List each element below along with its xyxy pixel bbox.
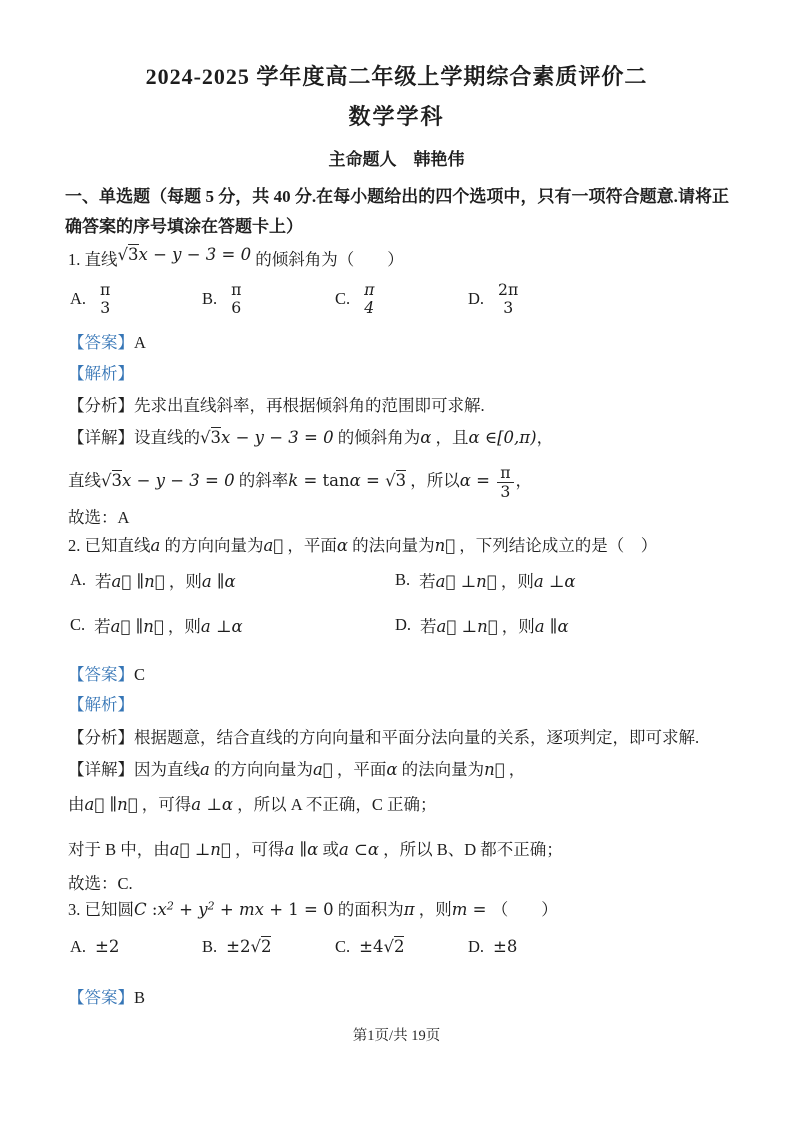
- detail-label: 【详解】: [68, 760, 134, 779]
- q1-option-c: [335, 281, 379, 317]
- q2-reason-line-1: 由a⃗ ∥n⃗ ，可得a ⊥α ，所以 A 不正确，C 正确；: [68, 795, 437, 814]
- q1-detail-text: 设直线的√3x − y − 3 = 0 的倾斜角为α ，且α ∈[0,π)，: [134, 428, 554, 447]
- fraction: π 3: [100, 280, 111, 318]
- q2-option-a: [70, 568, 236, 592]
- section-heading: 一、单选题（每题 5 分，共 40 分.在每小题给出的四个选项中，只有一项符合题意.请将正确答案的序号填涂在答题卡上）: [65, 187, 729, 236]
- option-label: D.: [468, 289, 485, 309]
- analysis-label: 【分析】: [68, 396, 134, 415]
- page-number: 第1页/共 19页: [352, 1028, 441, 1044]
- fraction: π 6: [231, 280, 242, 318]
- q1-option-b: [202, 281, 246, 317]
- q1-detail-line: [68, 424, 732, 448]
- q1-analysis-text: 先求出直线斜率，再根据倾斜角的范围即可求解.: [134, 396, 485, 415]
- exam-subject: 数学学科: [348, 104, 445, 129]
- examiner-line: 主命题人 韩艳伟: [328, 150, 465, 169]
- q2-conclusion: 故选：C.: [68, 874, 133, 893]
- fraction: 2π 3: [498, 280, 519, 318]
- q3-answer-line: [68, 984, 732, 1008]
- q2-option-c: [70, 613, 243, 637]
- q1-solution-line: 直线√3x − y − 3 = 0 的斜率k = tanα = √3 ，所以α = $\frac{\pi}{3}$ ，: [68, 462, 533, 501]
- fraction: π 4: [364, 280, 375, 318]
- option-content: 若a⃗ ∥n⃗ ，则a ∥α: [95, 572, 236, 591]
- option-label: A.: [70, 937, 87, 956]
- answer-label: 【答案】: [68, 333, 134, 352]
- q3-option-c: [335, 937, 404, 957]
- q2-option-d: [395, 613, 569, 637]
- q2-options-row2: [65, 613, 733, 645]
- q1-answer-value: A: [134, 333, 146, 352]
- q1-number-prefix: 1. 直线: [68, 250, 118, 269]
- q1-stem-suffix: 的倾斜角为（ ）: [251, 250, 404, 269]
- option-label: B.: [202, 937, 218, 956]
- q3-option-b: [202, 937, 271, 957]
- explanation-label: 【解析】: [68, 695, 134, 714]
- q1-stem: [68, 246, 732, 270]
- page-footer: [0, 1024, 793, 1045]
- q1-options: [65, 281, 733, 323]
- q1-conclusion: 故选：A: [68, 508, 130, 527]
- q1-equation: √3x − y − 3 = 0: [117, 245, 252, 264]
- q2-options-row1: [65, 568, 733, 600]
- q3-options: [65, 937, 733, 969]
- q2-answer-line: [68, 661, 732, 685]
- option-label: A.: [70, 289, 87, 309]
- analysis-label: 【分析】: [68, 728, 134, 747]
- q2-option-b: [395, 568, 576, 592]
- q3-stem: 3. 已知圆C $:x^2 + y^2$ + mx + 1 = 0 的面积为π ，则m = （ ）: [68, 899, 558, 919]
- q2-detail-line: [68, 756, 732, 780]
- option-label: D.: [468, 937, 485, 956]
- option-label: D.: [395, 615, 412, 634]
- option-content: ±2: [95, 937, 120, 956]
- option-content: 若a⃗ ∥n⃗ ，则a ⊥α: [94, 617, 243, 636]
- q2-answer-value: C: [134, 665, 146, 684]
- q1-option-d: [468, 281, 523, 317]
- exam-title: 2024-2025 学年度高二年级上学期综合素质评价二: [145, 64, 648, 89]
- option-label: A.: [70, 570, 87, 589]
- detail-label: 【详解】: [68, 428, 134, 447]
- q2-explanation-label-line: [68, 691, 732, 715]
- option-label: C.: [335, 937, 351, 956]
- option-content: ±4√2: [359, 937, 405, 956]
- q1-option-a: [70, 281, 115, 317]
- q2-detail-text: 因为直线a 的方向向量为a⃗ ，平面α 的法向量为n⃗ ，: [134, 760, 526, 779]
- q3-answer-value: B: [134, 988, 146, 1007]
- answer-label: 【答案】: [68, 665, 134, 684]
- q1-answer-line: [68, 329, 732, 353]
- q3-option-a: [70, 937, 119, 957]
- q2-analysis-text: 根据题意，结合直线的方向向量和平面分法向量的关系，逐项判定，即可求解.: [134, 728, 700, 747]
- q3-option-d: [468, 937, 517, 957]
- q2-reason-line-2: 对于 B 中，由a⃗ ⊥n⃗ ，可得a ∥α 或a ⊂α ，所以 B、D 都不正确；: [68, 840, 563, 859]
- option-label: B.: [395, 570, 411, 589]
- q1-analysis-line: [68, 392, 732, 416]
- option-label: C.: [335, 289, 351, 309]
- q1-explanation-label-line: [68, 360, 732, 384]
- option-content: 若a⃗ ⊥n⃗ ，则a ⊥α: [419, 572, 576, 591]
- option-content: 若a⃗ ⊥n⃗ ，则a ∥α: [420, 617, 569, 636]
- explanation-label: 【解析】: [68, 364, 134, 383]
- option-content: ±8: [493, 937, 518, 956]
- option-label: B.: [202, 289, 218, 309]
- option-label: C.: [70, 615, 86, 634]
- q2-stem: 2. 已知直线a 的方向向量为a⃗ ，平面α 的法向量为n⃗ ，下列结论成立的是（ ）: [68, 536, 658, 555]
- option-content: ±2√2: [226, 937, 272, 956]
- q2-analysis-line: [68, 724, 732, 748]
- answer-label: 【答案】: [68, 988, 134, 1007]
